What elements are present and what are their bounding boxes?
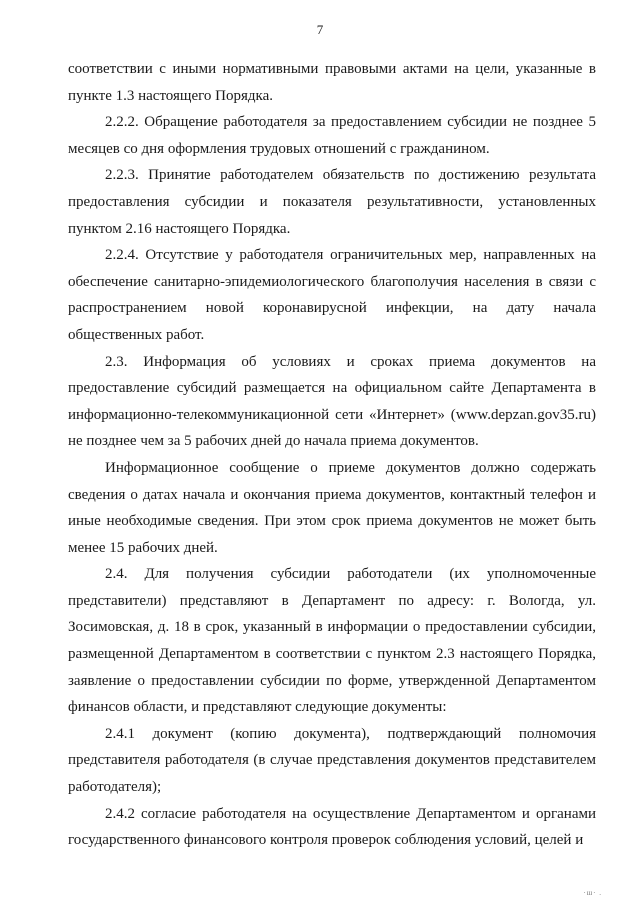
paragraph: 2.2.3. Принятие работодателем обязательств по достижению результата предоставления субсидии и показателя результативности, установленных пунктом 2.16 настоящего Порядка. bbox=[68, 167, 596, 237]
document-body bbox=[68, 56, 596, 854]
paragraph: 2.2.2. Обращение работодателя за предоставлением субсидии не позднее 5 месяцев со дня оформления трудовых отношений с гражданином. bbox=[68, 114, 596, 157]
paragraph: 2.4. Для получения субсидии работодатели (их уполномоченные представители) представляют в Департамент по адресу: г. Вологда, ул. Зосимовская, д. 18 в срок, указанный в информации о предоставлении субсидии, размещенной Департаментом в соответствии с пунктом 2.3 настоящего Порядка, заявление о предоставлении субсидии по форме, утвержденной Департаментом финансов области, и представляют следующие документы: bbox=[68, 566, 596, 716]
page-number: 7 bbox=[316, 22, 324, 37]
footer-mark: ·ш· . bbox=[583, 889, 602, 897]
paragraph: 2.4.2 согласие работодателя на осуществление Департаментом и органами государственного финансового контроля проверок соблюдения условий, целей и bbox=[68, 805, 596, 849]
paragraph: 2.4.1 документ (копию документа), подтверждающий полномочия представителя работодателя (в случае представления документов представителем работодателя); bbox=[68, 725, 596, 796]
paragraph: Информационное сообщение о приеме документов должно содержать сведения о датах начала и окончания приема документов, контактный телефон и иные необходимые сведения. При этом срок приема документов не может быть менее 15 рабочих дней. bbox=[68, 459, 596, 556]
paragraph: 2.2.4. Отсутствие у работодателя ограничительных мер, направленных на обеспечение санитарно-эпидемиологического благополучия населения в связи с распространением новой коронавирусной инфекции, на дату начала общественных работ. bbox=[68, 247, 596, 343]
paragraph: соответствии с иными нормативными правовыми актами на цели, указанные в пункте 1.3 настоящего Порядка. bbox=[68, 61, 596, 104]
paragraph: 2.3. Информация об условиях и сроках приема документов на предоставление субсидий размещается на официальном сайте Департамента в информационно-телекоммуникационной сети «Интернет» (www.depzan.gov35.ru) не позднее чем за 5 рабочих дней до начала приема документов. bbox=[68, 353, 596, 450]
